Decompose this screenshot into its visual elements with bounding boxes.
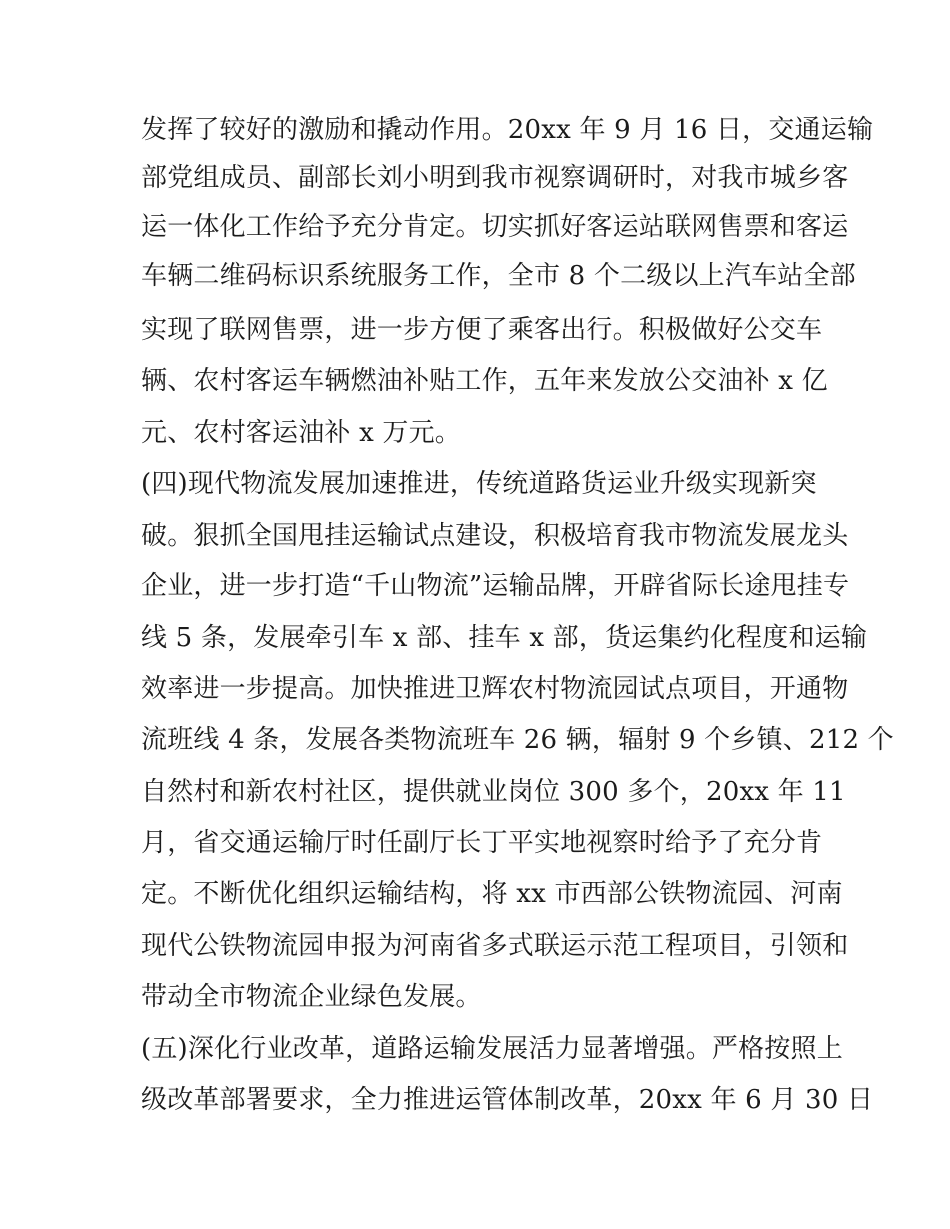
text-line: (四)现代物流发展加速推进，传统道路货运业升级实现新突 [141,469,817,499]
text-line: 破。狠抓全国甩挂运输试点建设，积极培育我市物流发展龙头 [141,521,849,551]
text-line: 实现了联网售票，进一步方便了乘客出行。积极做好公交车 [141,315,823,345]
text-line: 级改革部署要求，全力推进运管体制改革，20xx 年 6 月 30 日 [141,1085,874,1115]
text-line: 部党组成员、副部长刘小明到我市视察调研时，对我市城乡客 [141,163,849,193]
text-line: (五)深化行业改革，道路运输发展活力显著增强。严格按照上 [141,1034,843,1064]
text-line: 企业，进一步打造“千山物流”运输品牌，开辟省际长途甩挂专 [141,571,850,601]
text-line: 定。不断优化组织运输结构，将 xx 市西部公铁物流园、河南 [141,879,843,909]
text-line: 线 5 条，发展牵引车 x 部、挂车 x 部，货运集约化程度和运输 [141,623,868,653]
text-line: 带动全市物流企业绿色发展。 [141,982,482,1012]
text-line: 运一体化工作给予充分肯定。切实抓好客运站联网售票和客运 [141,212,849,242]
text-line: 自然村和新农村社区，提供就业岗位 300 多个，20xx 年 11 [141,777,846,807]
text-line: 元、农村客运油补 x 万元。 [141,418,461,448]
text-line: 效率进一步提高。加快推进卫辉农村物流园试点项目，开通物 [141,674,849,704]
text-line: 现代公铁物流园申报为河南省多式联运示范工程项目，引领和 [141,931,849,961]
text-line: 辆、农村客运车辆燃油补贴工作，五年来发放公交油补 x 亿 [141,366,828,396]
text-line: 月，省交通运输厅时任副厅长丁平实地视察时给予了充分肯 [141,828,823,858]
text-line: 流班线 4 条，发展各类物流班车 26 辆，辐射 9 个乡镇、212 个 [141,725,894,755]
text-line: 发挥了较好的激励和撬动作用。20xx 年 9 月 16 日，交通运输 [141,115,874,145]
text-line: 车辆二维码标识系统服务工作，全市 8 个二级以上汽车站全部 [141,261,856,291]
